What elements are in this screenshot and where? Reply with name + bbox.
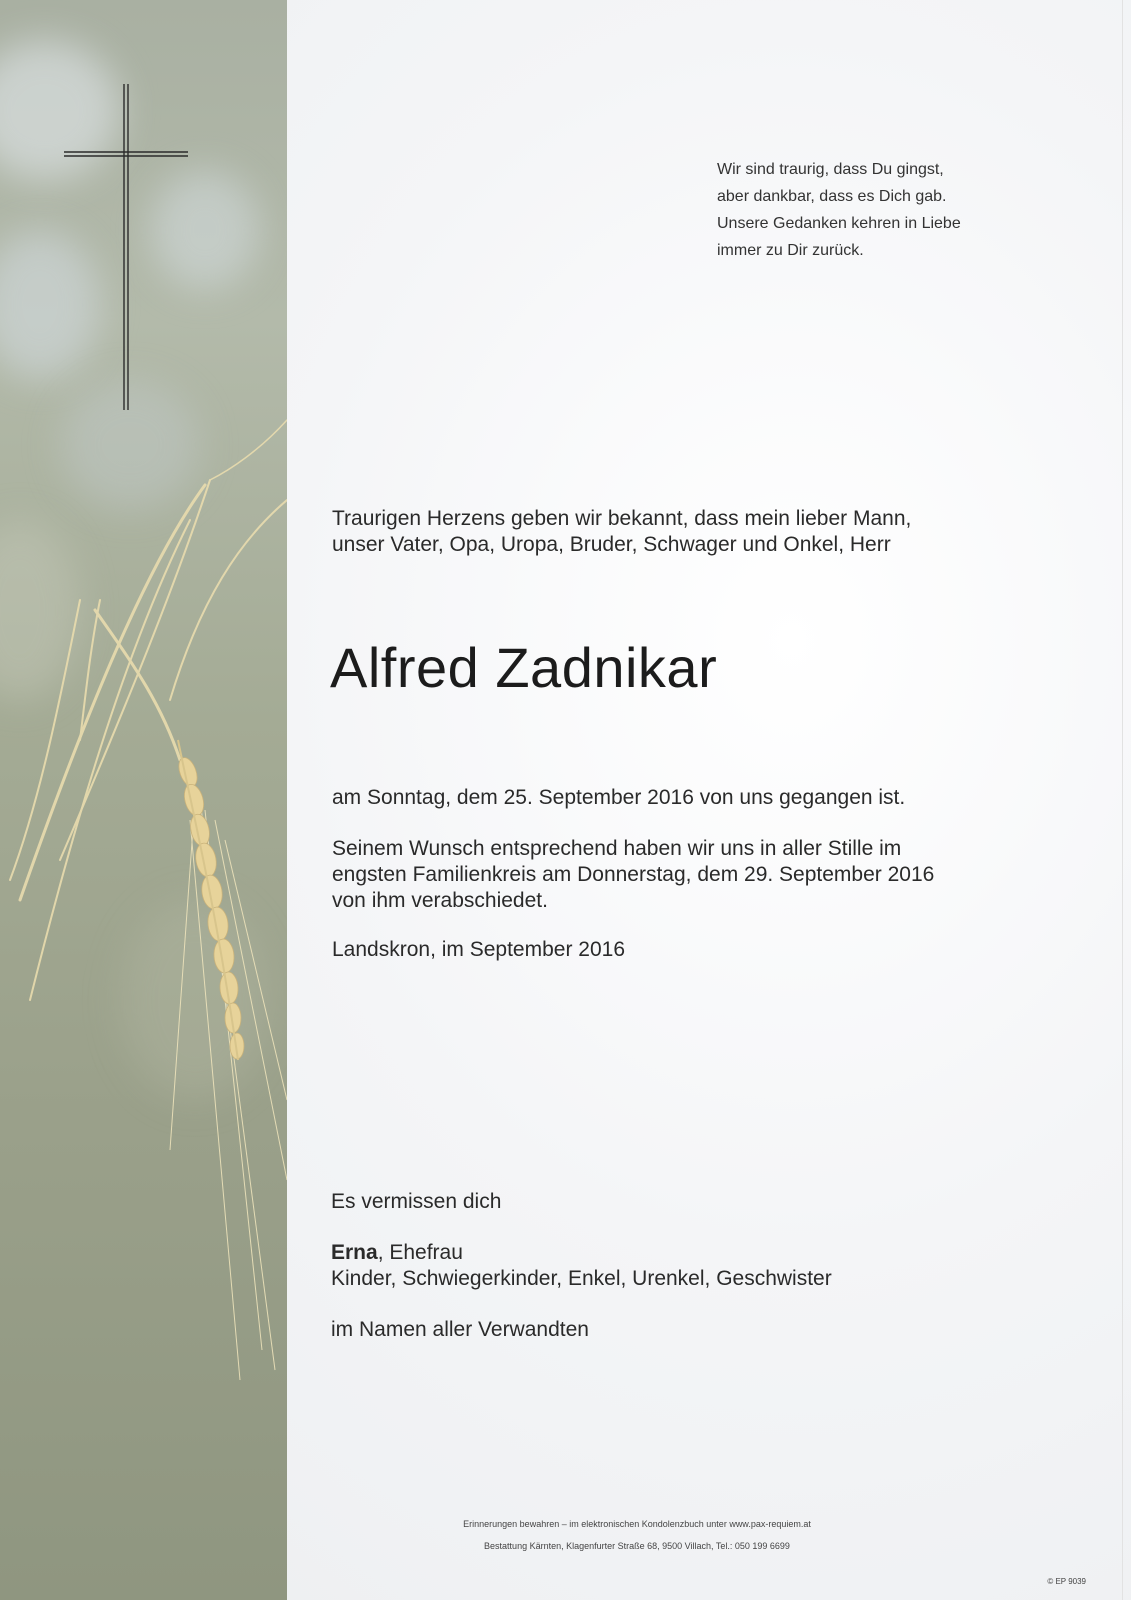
copyright-mark: © EP 9039 [1047, 1577, 1086, 1586]
announcement-line: unser Vater, Opa, Uropa, Bruder, Schwager und Onkel, Herr [332, 533, 891, 556]
funeral-line: engsten Familienkreis am Donnerstag, dem 29. September 2016 [332, 863, 935, 886]
spouse-role: , Ehefrau [377, 1241, 463, 1264]
quote-line: immer zu Dir zurück. [717, 242, 864, 259]
place-and-date: Landskron, im September 2016 [332, 938, 626, 961]
cross-icon [64, 84, 188, 410]
deceased-name: Alfred Zadnikar [330, 636, 718, 699]
relatives-line: im Namen aller Verwandten [331, 1318, 589, 1341]
footer-line-funeral-home: Bestattung Kärnten, Klagenfurter Straße 68, 9500 Villach, Tel.: 050 199 6699 [484, 1541, 790, 1551]
announcement-text [332, 506, 911, 558]
quote-line: Wir sind traurig, dass Du gingst, [717, 161, 944, 178]
quote-line: Unsere Gedanken kehren in Liebe [717, 215, 961, 232]
memorial-quote [717, 156, 1017, 264]
spouse-line [331, 1240, 463, 1266]
announcement-line: Traurigen Herzens geben wir bekannt, dass mein lieber Mann, [332, 507, 912, 530]
decorative-side-panel [0, 0, 287, 1600]
family-members: Kinder, Schwiegerkinder, Enkel, Urenkel, Geschwister [331, 1267, 832, 1290]
footer-line-condolence: Erinnerungen bewahren – im elektronischen Kondolenzbuch unter www.pax-requiem.at [463, 1519, 811, 1529]
passing-date-text: am Sonntag, dem 25. September 2016 von uns gegangen ist. [332, 786, 906, 809]
funeral-line: von ihm verabschiedet. [332, 889, 548, 912]
spouse-name: Erna [331, 1241, 378, 1264]
funeral-text [332, 836, 934, 914]
scan-edge-line [1122, 0, 1123, 1600]
footer [287, 1513, 987, 1557]
quote-line: aber dankbar, dass es Dich gab. [717, 188, 947, 205]
funeral-line: Seinem Wunsch entsprechend haben wir uns in aller Stille im [332, 837, 902, 860]
mourners-intro: Es vermissen dich [331, 1190, 502, 1213]
